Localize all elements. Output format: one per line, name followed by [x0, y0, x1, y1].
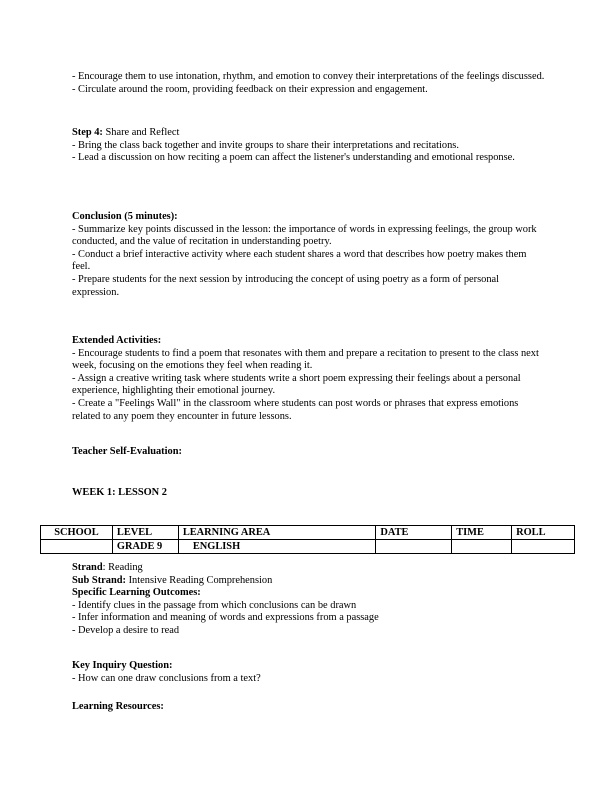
cell-roll: [512, 540, 575, 554]
strand-line: [72, 562, 547, 575]
inquiry-section: [72, 660, 547, 685]
sub-strand-line: [72, 575, 547, 588]
col-header-learning-area: LEARNING AREA: [178, 526, 376, 540]
activity-instructions: [72, 71, 547, 96]
paragraph: - Assign a creative writing task where students write a short poem expressing their feelings about a personal experience, highlighting their emotional journey.: [72, 372, 521, 397]
extended-activities-section: [72, 335, 547, 423]
section-heading: Conclusion (5 minutes):: [72, 211, 178, 222]
paragraph: - Create a "Feelings Wall" in the classroom where students can post words or phrases that express emotions related to any poem they encounter in future lessons.: [72, 397, 519, 422]
paragraph: - Infer information and meaning of words and expressions from a passage: [72, 612, 379, 624]
paragraph: - Encourage them to use intonation, rhythm, and emotion to convey their interpretations of the feelings discussed.: [72, 71, 545, 82]
table-row: [41, 540, 575, 554]
lesson-header-table: [40, 525, 575, 554]
conclusion-section: [72, 211, 547, 299]
paragraph: - Conduct a brief interactive activity where each student shares a word that describes how poetry makes them feel.: [72, 248, 527, 273]
paragraph: - Identify clues in the passage from which conclusions can be drawn: [72, 599, 357, 611]
cell-learning-area: ENGLISH: [178, 540, 376, 554]
col-header-roll: ROLL: [512, 526, 575, 540]
step-label: Step 4:: [72, 127, 103, 138]
step-heading: [72, 127, 547, 140]
cell-time: [452, 540, 512, 554]
paragraph: - Develop a desire to read: [72, 624, 180, 636]
lesson-title: WEEK 1: LESSON 2: [72, 487, 167, 498]
cell-date: [376, 540, 452, 554]
col-header-school: SCHOOL: [41, 526, 113, 540]
cell-school: [41, 540, 113, 554]
col-header-level: LEVEL: [112, 526, 178, 540]
lesson-title-block: [72, 487, 547, 500]
step-title: Share and Reflect: [102, 127, 180, 138]
table-header-row: [41, 526, 575, 540]
sub-strand-value: Intensive Reading Comprehension: [126, 574, 273, 586]
paragraph: - Encourage students to find a poem that resonates with them and prepare a recitation to present to the class next week, focusing on the emotions they feel when reading it.: [72, 347, 539, 372]
col-header-date: DATE: [376, 526, 452, 540]
paragraph: - Prepare students for the next session by introducing the concept of using poetry as a form of personal expression.: [72, 273, 500, 298]
paragraph: - Summarize key points discussed in the lesson: the importance of words in expressing feelings, the group work conducted, and the value of recitation in understanding poetry.: [72, 223, 537, 248]
self-evaluation-section: [72, 446, 547, 459]
section-heading: Teacher Self-Evaluation:: [72, 446, 182, 457]
section-heading: Key Inquiry Question:: [72, 660, 173, 671]
section-heading: Specific Learning Outcomes:: [72, 587, 201, 599]
section-heading: Learning Resources:: [72, 701, 164, 712]
col-header-time: TIME: [452, 526, 512, 540]
cell-level: GRADE 9: [112, 540, 178, 554]
paragraph: - Circulate around the room, providing feedback on their expression and engagement.: [72, 83, 428, 95]
section-heading: Extended Activities:: [72, 335, 162, 346]
sub-strand-label: Sub Strand:: [72, 574, 126, 586]
paragraph: - Lead a discussion on how reciting a poem can affect the listener's understanding and emotional response.: [72, 152, 515, 164]
paragraph: - How can one draw conclusions from a text?: [72, 672, 261, 684]
strand-label: Strand: [72, 562, 103, 573]
paragraph: - Bring the class back together and invite groups to share their interpretations and recitations.: [72, 139, 459, 151]
strand-section: [72, 562, 547, 638]
strand-value: : Reading: [102, 562, 143, 573]
step-4-section: [72, 127, 547, 165]
resources-section: [72, 701, 547, 714]
